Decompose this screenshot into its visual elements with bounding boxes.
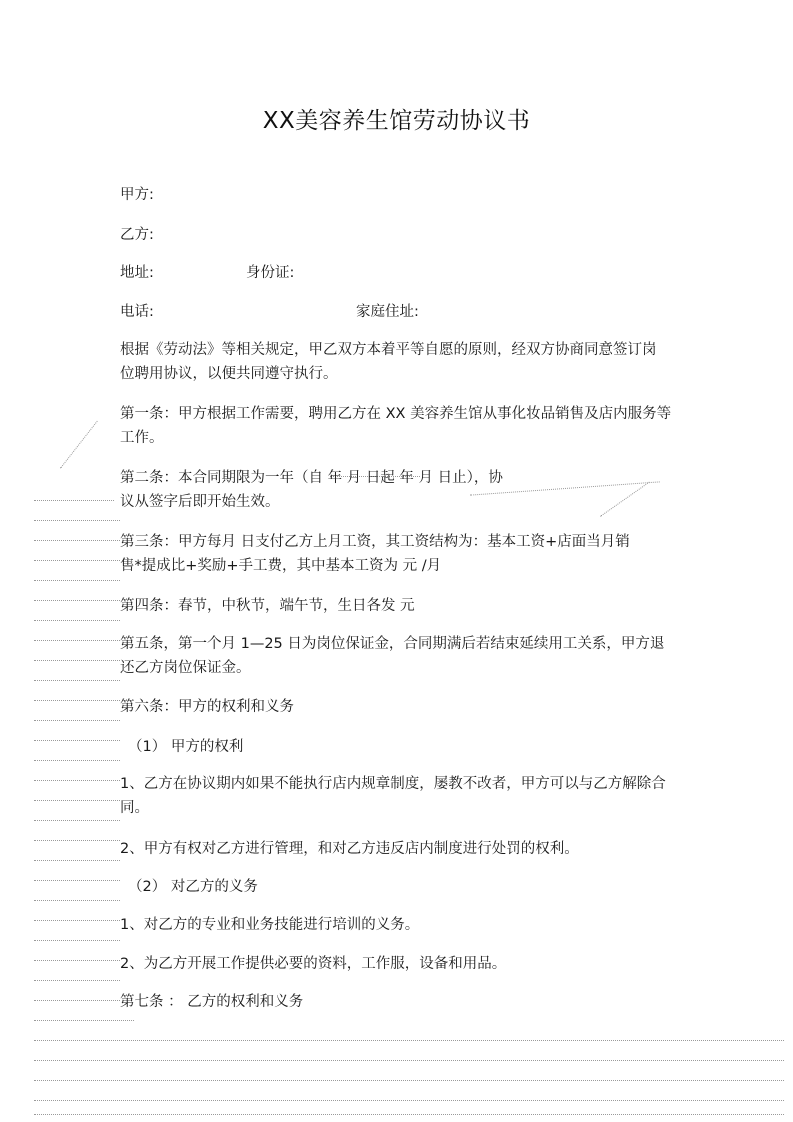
article-6-2-item-2: 2、为乙方开展工作提供必要的资料，工作服，设备和用品。 (120, 956, 507, 972)
article-6-2-item-1: 1、对乙方的专业和业务技能进行培训的义务。 (120, 917, 420, 933)
home-address-label: 家庭住址: (356, 304, 419, 320)
article-3-line-2: 售*提成比+奖励+手工费，其中基本工资为 元 /月 (120, 558, 442, 574)
address-label: 地址: (120, 265, 154, 281)
article-2-line-1: 第二条：本合同期限为一年（自 年 月 日起 年 月 日止），协 (120, 470, 503, 486)
article-6-1-item-1 (120, 772, 680, 820)
article-6-2-heading: （2） 对乙方的义务 (128, 879, 258, 895)
article-4: 第四条：春节，中秋节，端午节，生日各发 元 (120, 598, 415, 614)
phone-label: 电话: (120, 304, 154, 320)
article-1-line-1: 第一条：甲方根据工作需要，聘用乙方在 XX 美容养生馆从事化妆品销售及店内服务等 (120, 406, 672, 422)
article-6-1-item-1-line-2: 同。 (120, 800, 149, 816)
article-6-1-item-1-line-1: 1、乙方在协议期内如果不能执行店内规章制度，屡教不改者，甲方可以与乙方解除合 (120, 776, 666, 792)
intro-paragraph (120, 338, 680, 386)
article-5 (120, 632, 680, 680)
id-card-label: 身份证: (246, 265, 295, 281)
article-2-line-2: 议从签字后即开始生效。 (120, 494, 280, 510)
article-5-line-1: 第五条，第一个月 1—25 日为岗位保证金，合同期满后若结束延续用工关系，甲方退 (120, 636, 665, 652)
intro-line-1: 根据《劳动法》等相关规定，甲乙双方本着平等自愿的原则，经双方协商同意签订岗 (120, 342, 657, 358)
article-1-line-2: 工作。 (120, 430, 164, 446)
party-b-label: 乙方: (120, 227, 154, 243)
article-7-heading: 第七条 ： 乙方的权利和义务 (120, 994, 304, 1010)
intro-line-2: 位聘用协议，以便共同遵守执行。 (120, 366, 338, 382)
article-6-1-heading: （1） 甲方的权利 (128, 739, 244, 755)
article-1 (120, 402, 680, 450)
article-3 (120, 530, 680, 578)
article-6-heading: 第六条：甲方的权利和义务 (120, 699, 294, 715)
article-6-1-item-2: 2、甲方有权对乙方进行管理，和对乙方违反店内制度进行处罚的权利。 (120, 841, 579, 857)
article-2 (120, 466, 680, 514)
article-5-line-2: 还乙方岗位保证金。 (120, 660, 251, 676)
article-3-line-1: 第三条：甲方每月 日支付乙方上月工资，其工资结构为：基本工资+店面当月销 (120, 534, 630, 550)
document-title: XX美容养生馆劳动协议书 (262, 108, 531, 134)
party-a-label: 甲方: (120, 187, 154, 203)
